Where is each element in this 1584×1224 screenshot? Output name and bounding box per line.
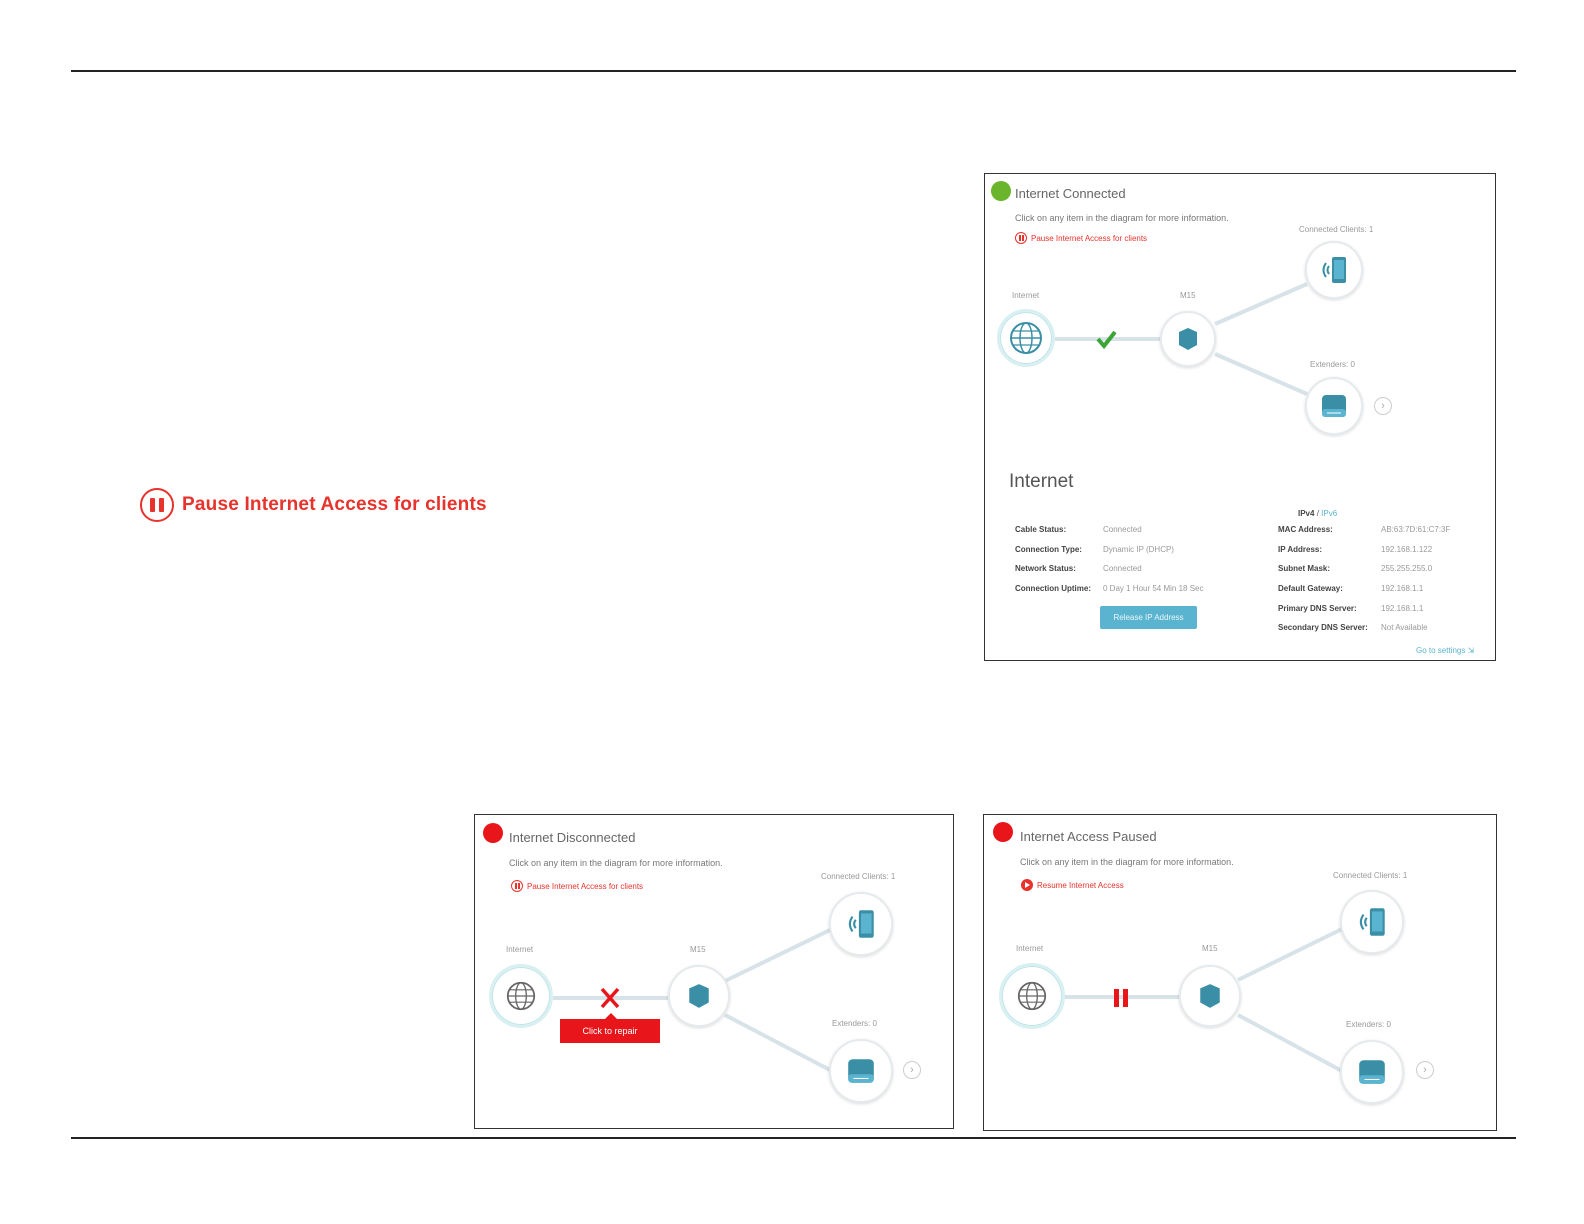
status-title: Internet Connected <box>1015 186 1126 201</box>
screenshot-internet-access-paused <box>983 814 1497 1131</box>
globe-icon <box>506 981 536 1011</box>
detail-key: Cable Status: <box>1015 525 1067 535</box>
internet-node-label: Internet <box>1012 291 1040 300</box>
detail-key: MAC Address: <box>1278 525 1333 535</box>
router-icon <box>687 983 711 1009</box>
extenders-label: Extenders: 0 <box>832 1019 877 1028</box>
extenders-node[interactable] <box>1305 377 1363 435</box>
internet-node[interactable] <box>999 963 1065 1029</box>
connected-clients-node[interactable] <box>1305 241 1363 299</box>
footer-rule <box>71 1137 1516 1139</box>
globe-icon <box>1009 321 1043 355</box>
go-to-settings-label: Go to settings <box>1416 646 1466 655</box>
internet-node-label: Internet <box>506 945 534 954</box>
connected-clients-label: Connected Clients: 1 <box>821 872 896 881</box>
screenshot-internet-connected <box>984 173 1496 661</box>
mobile-device-icon <box>843 906 879 942</box>
diagram-hint: Click on any item in the diagram for more information. <box>1020 857 1234 867</box>
status-title: Internet Disconnected <box>509 830 636 845</box>
header-rule <box>71 70 1516 72</box>
detail-value: Connected <box>1103 564 1142 574</box>
click-to-repair-button[interactable]: Click to repair <box>560 1019 660 1043</box>
detail-row <box>1278 559 1450 579</box>
detail-key: Secondary DNS Server: <box>1278 623 1368 633</box>
detail-value: AB:63:7D:61:C7:3F <box>1381 525 1451 535</box>
detail-key: Network Status: <box>1015 564 1076 574</box>
connected-clients-node[interactable] <box>1340 890 1404 954</box>
router-node[interactable] <box>1179 965 1241 1027</box>
ip-version-separator: / <box>1316 509 1319 518</box>
detail-key: Primary DNS Server: <box>1278 603 1357 613</box>
release-ip-button[interactable]: Release IP Address <box>1100 606 1197 629</box>
connection-details-right <box>1278 520 1450 638</box>
detail-value: Not Available <box>1381 623 1428 633</box>
extenders-node[interactable] <box>1340 1040 1404 1104</box>
internet-info-title: Internet <box>1009 471 1074 492</box>
detail-row <box>1278 579 1450 599</box>
connection-details-left <box>1015 520 1204 598</box>
internet-node[interactable] <box>489 964 553 1028</box>
router-icon <box>1177 327 1199 351</box>
internet-node[interactable] <box>997 309 1055 367</box>
router-node[interactable] <box>668 965 730 1027</box>
detail-key: Subnet Mask: <box>1278 564 1331 574</box>
detail-value: Dynamic IP (DHCP) <box>1103 544 1174 554</box>
connected-clients-node[interactable] <box>829 892 893 956</box>
network-diagram-lines <box>984 815 1497 1131</box>
pause-internet-access-button[interactable] <box>140 488 487 522</box>
detail-value: 0 Day 1 Hour 54 Min 18 Sec <box>1103 584 1204 594</box>
chevron-right-icon[interactable]: › <box>1374 397 1392 415</box>
extenders-label: Extenders: 0 <box>1346 1020 1391 1029</box>
network-diagram-lines <box>985 174 1496 454</box>
detail-value: 192.168.1.1 <box>1381 584 1424 594</box>
pause-icon <box>140 488 174 522</box>
mobile-device-icon <box>1354 904 1390 940</box>
ipv6-tab[interactable]: IPv6 <box>1321 509 1338 518</box>
router-icon <box>1198 983 1222 1009</box>
status-title: Internet Access Paused <box>1020 829 1157 844</box>
detail-value: 192.168.1.1 <box>1381 603 1424 613</box>
diagram-hint: Click on any item in the diagram for more information. <box>1015 213 1229 223</box>
extenders-node[interactable] <box>829 1039 893 1103</box>
extender-icon <box>845 1055 877 1087</box>
detail-row <box>1278 540 1450 560</box>
diagram-hint: Click on any item in the diagram for more information. <box>509 858 723 868</box>
detail-row <box>1278 598 1450 618</box>
detail-row <box>1015 579 1204 599</box>
chevron-right-icon[interactable]: › <box>903 1061 921 1079</box>
screenshot-internet-disconnected <box>474 814 954 1129</box>
external-link-icon: ⇲ <box>1467 646 1475 655</box>
detail-row <box>1278 618 1450 638</box>
go-to-settings-link[interactable] <box>1416 646 1474 655</box>
ip-version-toggle[interactable] <box>1298 509 1337 518</box>
connected-clients-label: Connected Clients: 1 <box>1333 871 1408 880</box>
detail-value: 192.168.1.122 <box>1381 544 1433 554</box>
router-node[interactable] <box>1160 311 1216 367</box>
globe-icon <box>1017 981 1047 1011</box>
detail-value: 255.255.255.0 <box>1381 564 1433 574</box>
detail-row <box>1015 540 1204 560</box>
pause-internet-link-label: Pause Internet Access for clients <box>527 881 644 891</box>
mobile-device-icon <box>1317 253 1351 287</box>
detail-row <box>1278 520 1450 540</box>
detail-row <box>1015 520 1204 540</box>
pause-internet-access-label: Pause Internet Access for clients <box>182 494 487 515</box>
extender-icon <box>1319 391 1349 421</box>
router-node-label: M15 <box>1202 944 1218 953</box>
internet-node-label: Internet <box>1016 944 1044 953</box>
router-node-label: M15 <box>690 945 706 954</box>
detail-row <box>1015 559 1204 579</box>
extender-icon <box>1356 1056 1388 1088</box>
resume-internet-link-label: Resume Internet Access <box>1037 880 1124 890</box>
pause-internet-link-label: Pause Internet Access for clients <box>1031 233 1148 243</box>
router-node-label: M15 <box>1180 291 1196 300</box>
chevron-right-icon[interactable]: › <box>1416 1061 1434 1079</box>
connected-clients-label: Connected Clients: 1 <box>1299 225 1374 234</box>
detail-key: Connection Type: <box>1015 544 1082 554</box>
ipv4-tab[interactable]: IPv4 <box>1298 509 1315 518</box>
detail-key: Default Gateway: <box>1278 584 1343 594</box>
extenders-label: Extenders: 0 <box>1310 360 1355 369</box>
detail-key: IP Address: <box>1278 544 1323 554</box>
detail-key: Connection Uptime: <box>1015 584 1091 594</box>
detail-value: Connected <box>1103 525 1142 535</box>
